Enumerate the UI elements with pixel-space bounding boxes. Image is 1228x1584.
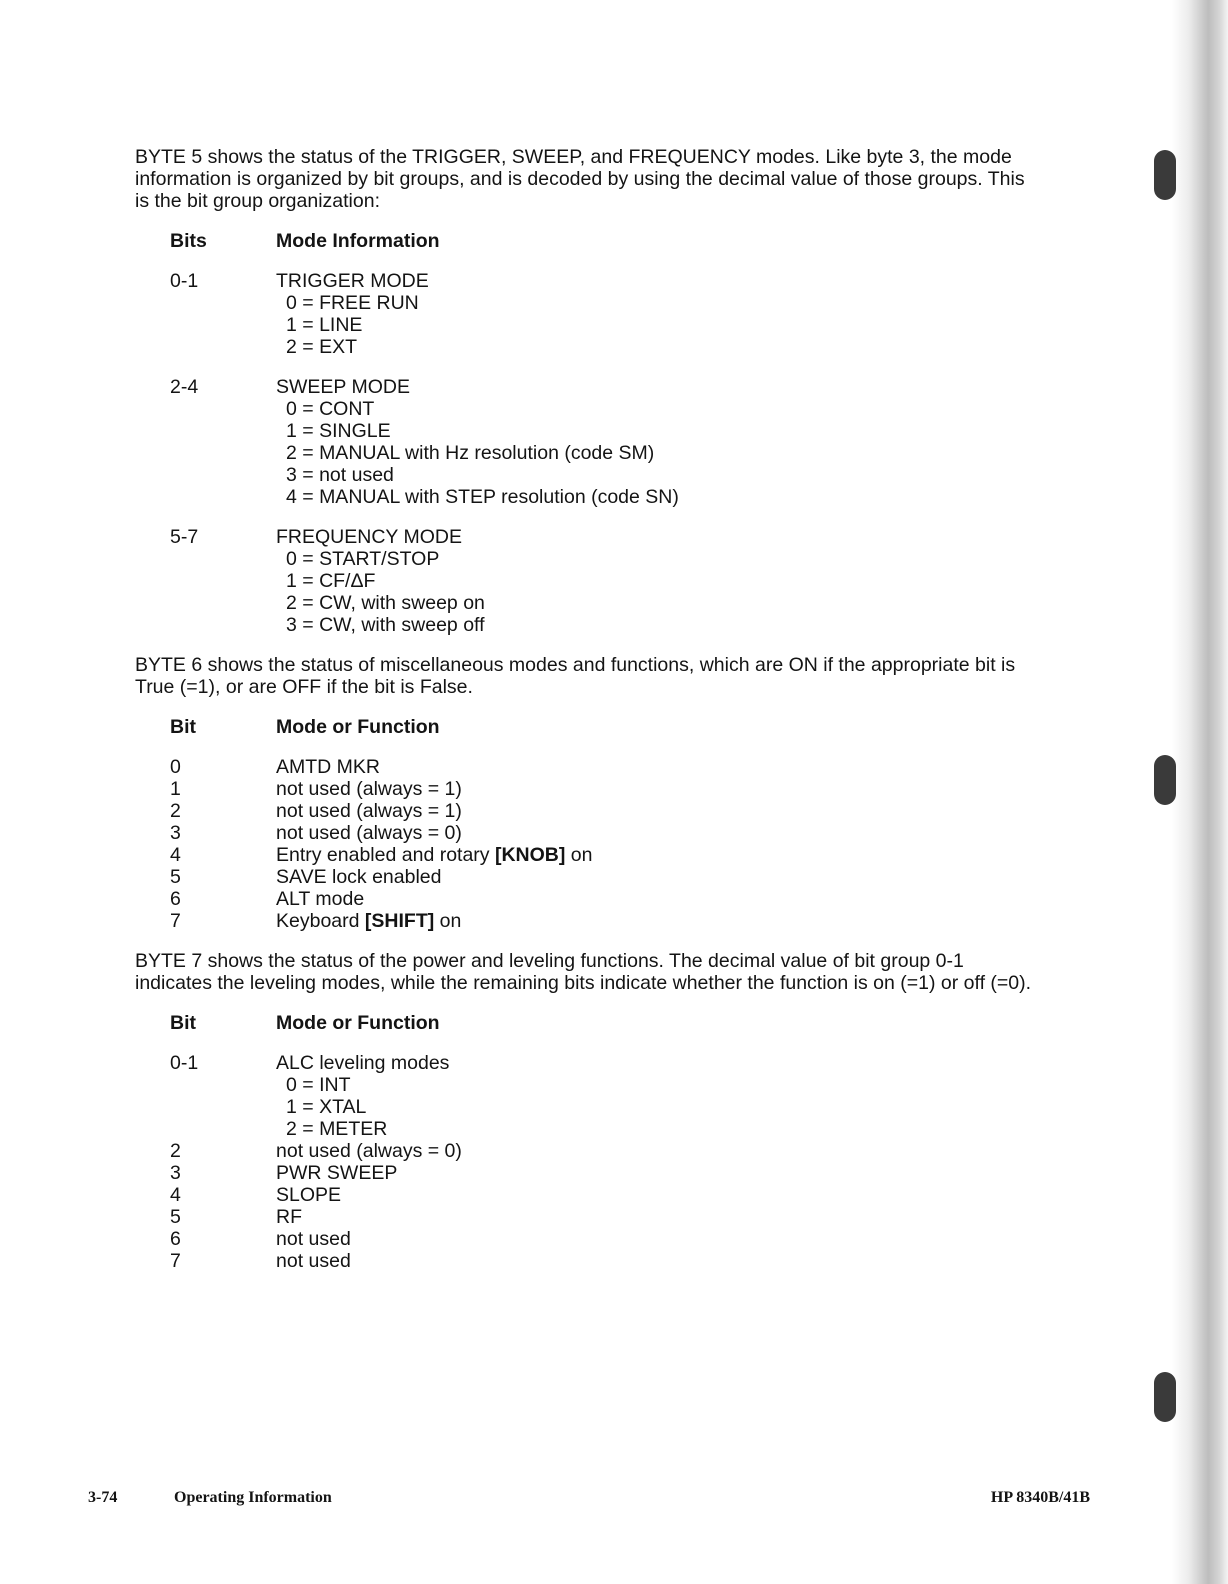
empty-cell [170,336,276,358]
table-row [170,844,1035,866]
table-row [170,756,1035,778]
table-row [170,1228,1035,1250]
bit-range: 2-4 [170,376,199,398]
bit-number: 2 [170,800,181,822]
byte6-table [170,716,1035,932]
empty-cell [170,548,276,570]
mode-value: 0 = START/STOP [286,548,440,570]
table-header [170,230,1035,252]
text-before-key: Keyboard [276,910,365,932]
table-row [170,314,1035,336]
function-name: not used (always = 1) [276,778,462,800]
binder-hole [1154,755,1176,805]
bit-number: 3 [170,1162,181,1184]
empty-cell [170,442,276,464]
empty-cell [170,292,276,314]
bit-number: 0 [170,756,181,778]
empty-cell [170,420,276,442]
header-mode-or-function: Mode or Function [276,1012,440,1034]
key-label: [KNOB] [494,844,566,866]
binder-hole [1154,1372,1176,1422]
page-content [135,146,1035,1290]
byte7-table [170,1012,1035,1272]
byte6-rows [170,756,1035,932]
table-row [170,614,1035,636]
table-row [170,526,1035,548]
mode-value: 2 = CW, with sweep on [286,592,485,614]
empty-cell [170,570,276,592]
table-row [170,592,1035,614]
page-binding-edge [1172,0,1228,1584]
table-row [170,888,1035,910]
table-row [170,910,1035,932]
empty-cell [170,1074,276,1096]
table-row [170,778,1035,800]
mode-value: 2 = EXT [286,336,357,358]
header-mode-or-function: Mode or Function [276,716,440,738]
table-row [170,1140,1035,1162]
bit-number: 4 [170,1184,181,1206]
byte7-rows [170,1140,1035,1272]
byte6-paragraph: BYTE 6 shows the status of miscellaneous modes and functions, which are ON if the appropriate bit is True (=1), or are OFF if the bit is False. [135,654,1016,698]
text-after-key: on [434,910,462,932]
function-name: AMTD MKR [276,756,380,778]
table-row [170,376,1035,398]
mode-value: 2 = METER [286,1118,388,1140]
bit-number: 7 [170,1250,181,1272]
header-mode-information: Mode Information [276,230,440,252]
table-row [170,336,1035,358]
mode-value: 0 = INT [286,1074,351,1096]
table-row [170,292,1035,314]
function-name: ALT mode [276,888,365,910]
key-label: [SHIFT] [364,910,435,932]
binder-hole [1154,150,1176,200]
mode-value: 0 = FREE RUN [286,292,419,314]
model-name: HP 8340B/41B [990,1489,1090,1506]
text-before-key: Entry enabled and rotary [276,844,495,866]
mode-group [170,376,1035,508]
table-row [170,1206,1035,1228]
bit-number: 2 [170,1140,181,1162]
header-bit: Bit [170,716,196,738]
mode-group [170,526,1035,636]
table-row [170,464,1035,486]
empty-cell [170,592,276,614]
page-footer [88,1489,1090,1511]
bit-number: 1 [170,778,181,800]
bit-number: 4 [170,844,181,866]
text-after-key: on [565,844,593,866]
function-name: not used [276,1250,351,1272]
bit-number: 7 [170,910,181,932]
table-row [170,570,1035,592]
table-row [170,1118,1035,1140]
empty-cell [170,1118,276,1140]
function-name: not used [276,1228,351,1250]
function-name [276,910,1035,932]
function-name: PWR SWEEP [276,1162,398,1184]
bit-number: 5 [170,866,181,888]
function-name: not used (always = 0) [276,822,462,844]
mode-value: 3 = CW, with sweep off [286,614,485,636]
function-name: SLOPE [276,1184,342,1206]
empty-cell [170,614,276,636]
table-row [170,1162,1035,1184]
byte5-table [170,230,1035,636]
function-name: not used (always = 0) [276,1140,462,1162]
empty-cell [170,314,276,336]
mode-value: 4 = MANUAL with STEP resolution (code SN) [286,486,679,508]
bit-number: 6 [170,1228,181,1250]
function-name: not used (always = 1) [276,800,462,822]
byte7-paragraph: BYTE 7 shows the status of the power and leveling functions. The decimal value of bit group 0-1 indicates the leveling modes, while the remaining bits indicate whether the function is on (=1) or off (=0). [135,950,1032,994]
function-name [276,844,1035,866]
table-row [170,270,1035,292]
table-row [170,486,1035,508]
page-number: 3-74 [88,1489,118,1506]
mode-value: 1 = XTAL [286,1096,367,1118]
table-row [170,1074,1035,1096]
function-name: RF [276,1206,302,1228]
table-row [170,866,1035,888]
table-header [170,716,1035,738]
bit-number: 0-1 [170,1052,199,1074]
group-title: FREQUENCY MODE [276,526,462,548]
mode-value: 1 = LINE [286,314,363,336]
header-bit: Bit [170,1012,196,1034]
empty-cell [170,464,276,486]
bit-range: 0-1 [170,270,199,292]
header-bits: Bits [170,230,207,252]
empty-cell [170,1096,276,1118]
table-row [170,420,1035,442]
mode-value: 1 = CF/ΔF [286,570,376,592]
byte7-group-values [170,1074,1035,1140]
bit-number: 6 [170,888,181,910]
byte5-paragraph: BYTE 5 shows the status of the TRIGGER, SWEEP, and FREQUENCY modes. Like byte 3, the mode information is organized by bit groups, and is decoded by using the decimal value of those groups. This is the bit group organization: [135,146,1025,212]
mode-value: 1 = SINGLE [286,420,391,442]
mode-value: 0 = CONT [286,398,375,420]
group-title: ALC leveling modes [276,1052,450,1074]
group-title: SWEEP MODE [276,376,410,398]
empty-cell [170,486,276,508]
table-row [170,822,1035,844]
mode-group [170,270,1035,358]
table-row [170,442,1035,464]
bit-range: 5-7 [170,526,199,548]
table-row [170,1096,1035,1118]
group-title: TRIGGER MODE [276,270,429,292]
table-row [170,800,1035,822]
mode-value: 3 = not used [286,464,394,486]
table-row [170,1052,1035,1074]
mode-value: 2 = MANUAL with Hz resolution (code SM) [286,442,655,464]
table-row [170,1184,1035,1206]
section-name: Operating Information [174,1489,332,1506]
table-row [170,398,1035,420]
empty-cell [170,398,276,420]
table-row [170,1250,1035,1272]
function-name: SAVE lock enabled [276,866,442,888]
bit-number: 5 [170,1206,181,1228]
table-header [170,1012,1035,1034]
byte5-groups [170,270,1035,636]
table-row [170,548,1035,570]
bit-number: 3 [170,822,181,844]
